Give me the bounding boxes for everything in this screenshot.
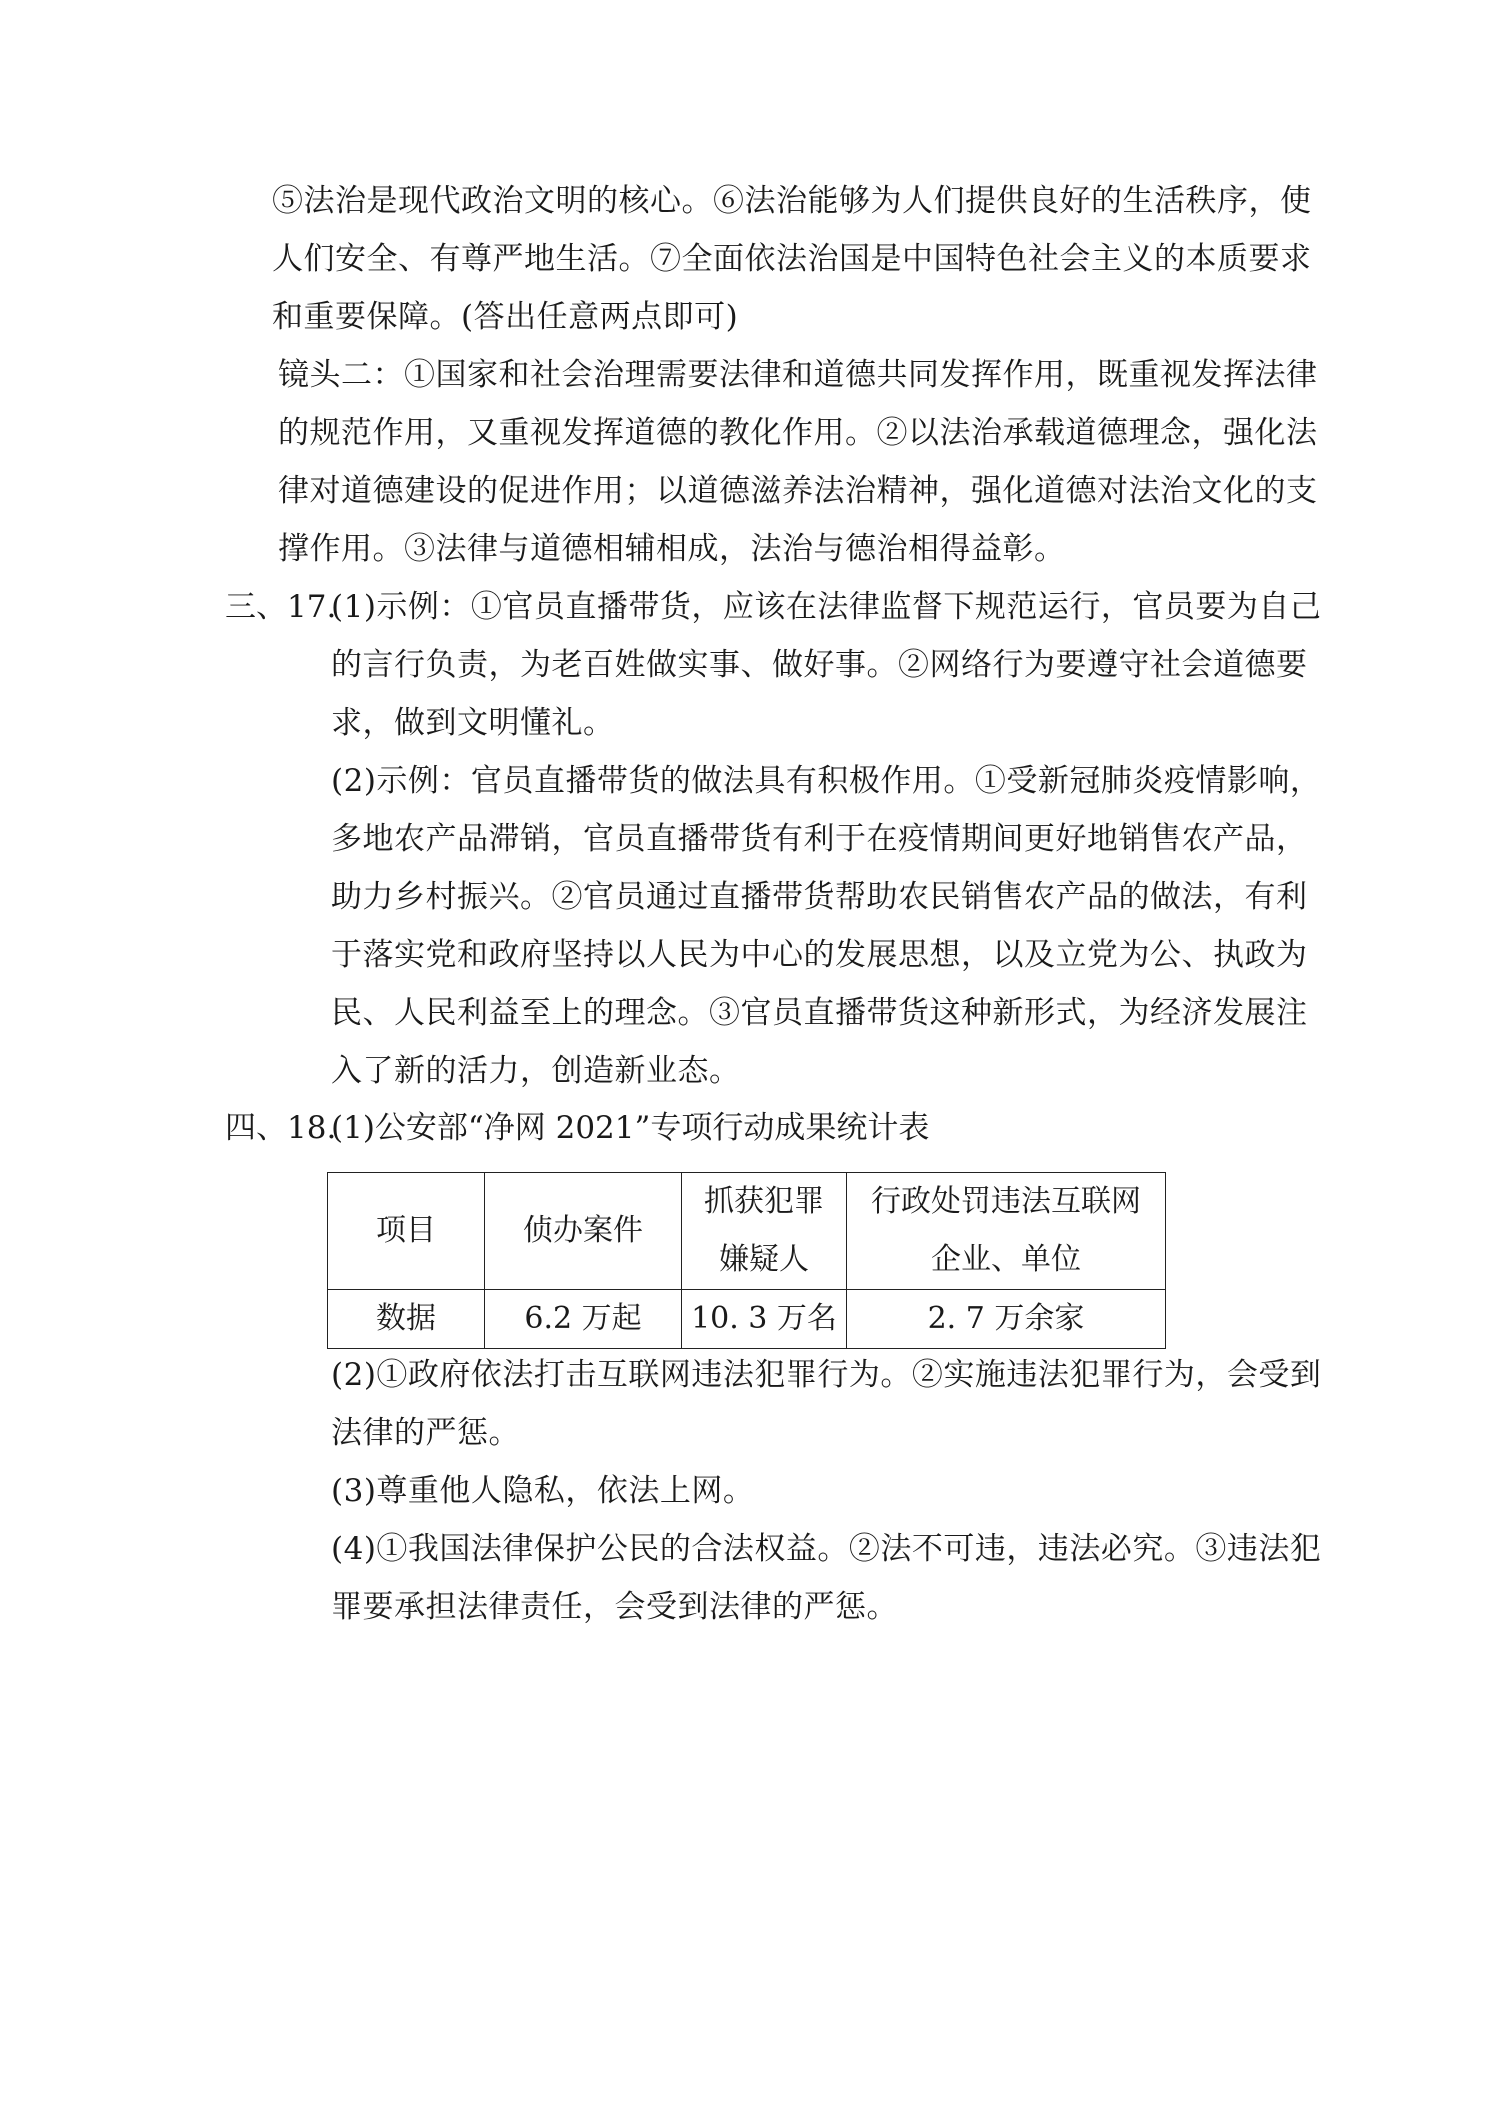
suspects-value: 10. 3 万名 [682, 1290, 847, 1349]
question-18-part2 [331, 1346, 1321, 1462]
text-line: 求，做到文明懂礼。 [331, 705, 615, 741]
text-line: 民、人民利益至上的理念。③官员直播带货这种新形式，为经济发展注 [331, 995, 1308, 1031]
text-line: (2)示例：官员直播带货的做法具有积极作用。①受新冠肺炎疫情影响， [331, 763, 1322, 799]
text-line: 罪要承担法律责任，会受到法律的严惩。 [331, 1589, 898, 1625]
section2-continuation [272, 172, 1312, 346]
table-row [328, 1290, 1166, 1349]
text-line: 人们安全、有尊严地生活。⑦全面依法治国是中国特色社会主义的本质要求 [272, 241, 1312, 277]
statistics-table [327, 1172, 1166, 1349]
question-17-part1 [331, 578, 1321, 752]
text-line: 的规范作用，又重视发挥道德的教化作用。②以法治承载道德理念，强化法 [278, 415, 1318, 451]
text-line: 律对道德建设的促进作用；以道德滋养法治精神，强化道德对法治文化的支 [278, 473, 1318, 509]
text-line: ⑤法治是现代政治文明的核心。⑥法治能够为人们提供良好的生活秩序，使 [272, 183, 1312, 219]
text-line: (3)尊重他人隐私，依法上网。 [331, 1473, 755, 1509]
header-cases: 侦办案件 [485, 1173, 682, 1290]
text-line: 多地农产品滞销，官员直播带货有利于在疫情期间更好地销售农产品， [331, 821, 1308, 857]
text-line: 和重要保障。(答出任意两点即可) [272, 299, 739, 335]
text-line: (4)①我国法律保护公民的合法权益。②法不可违，违法必究。③违法犯 [331, 1531, 1322, 1567]
question-18-part3 [331, 1462, 754, 1520]
text-line: 于落实党和政府坚持以人民为中心的发展思想，以及立党为公、执政为 [331, 937, 1308, 973]
enterprises-value: 2. 7 万余家 [847, 1290, 1166, 1349]
text-line: (2)①政府依法打击互联网违法犯罪行为。②实施违法犯罪行为，会受到 [331, 1357, 1322, 1393]
question-17-part2 [331, 752, 1321, 1100]
table-header-row [328, 1173, 1166, 1290]
question-18-label: 四、18. [225, 1110, 337, 1146]
cases-value: 6.2 万起 [485, 1290, 682, 1349]
text-line: 法律的严惩。 [331, 1415, 520, 1451]
question-18-part4 [331, 1520, 1321, 1636]
text-line: 撑作用。③法律与道德相辅相成，法治与德治相得益彰。 [278, 531, 1066, 567]
header-suspects: 抓获犯罪 嫌疑人 [682, 1173, 847, 1290]
header-item: 项目 [328, 1173, 485, 1290]
header-enterprises: 行政处罚违法互联网 企业、单位 [847, 1173, 1166, 1290]
text-line: 入了新的活力，创造新业态。 [331, 1053, 741, 1089]
text-line: 镜头二：①国家和社会治理需要法律和道德共同发挥作用，既重视发挥法律 [278, 357, 1318, 393]
text-line: 助力乡村振兴。②官员通过直播带货帮助农民销售农产品的做法，有利 [331, 879, 1308, 915]
question-17-label: 三、17. [225, 589, 337, 625]
table-title: (1)公安部“净网 2021”专项行动成果统计表 [331, 1110, 930, 1146]
text-line: 的言行负责，为老百姓做实事、做好事。②网络行为要遵守社会道德要 [331, 647, 1308, 683]
scene-two-paragraph [278, 346, 1318, 578]
text-line: (1)示例：①官员直播带货，应该在法律监督下规范运行，官员要为自己 [331, 589, 1322, 625]
row-label: 数据 [328, 1290, 485, 1349]
